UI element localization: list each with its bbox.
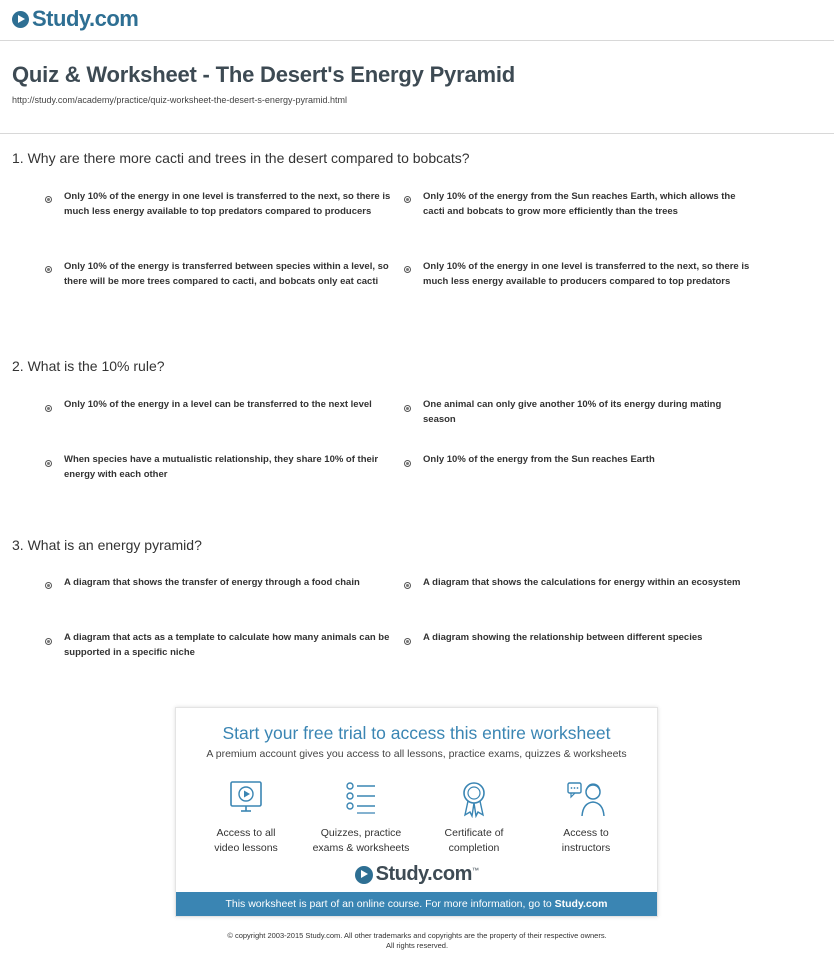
video-lesson-icon — [229, 780, 263, 818]
promo-subheadline: A premium account gives you access to all lessons, practice exams, quizzes & worksheets — [206, 748, 627, 760]
answer-q1-d: Only 10% of the energy in one level is transferred to the next, so there is much less energy available to producers compared to top predators — [423, 261, 750, 287]
answer-q3-b: A diagram that shows the calculations for energy within an ecosystem — [423, 577, 741, 588]
play-logo-icon — [355, 866, 373, 884]
copyright-line-1: © copyright 2003-2015 Study.com. All other trademarks and copyrights are the property of their respective owners. — [227, 931, 607, 940]
radio-q2-a[interactable] — [45, 405, 52, 412]
page-title: Quiz & Worksheet - The Desert's Energy Pyramid — [12, 62, 515, 87]
feature-instructors — [526, 780, 646, 856]
promo-headline[interactable]: Start your free trial to access this entire worksheet — [222, 723, 611, 743]
promo-logo-text — [376, 863, 479, 886]
answer-q2-b: One animal can only give another 10% of its energy during mating season — [423, 399, 722, 425]
radio-q3-c[interactable] — [45, 638, 52, 645]
feature-label-2: instructors — [561, 842, 611, 854]
feature-quizzes — [301, 780, 421, 856]
radio-q2-d[interactable] — [404, 460, 411, 467]
answer-q1-a: Only 10% of the energy in one level is transferred to the next, so there is much less energy available to top predators compared to producers — [64, 191, 391, 217]
feature-certificate — [414, 780, 534, 856]
radio-q3-a[interactable] — [45, 582, 52, 589]
free-trial-promo[interactable] — [175, 707, 658, 917]
title-divider — [0, 133, 834, 134]
answer-q2-c: When species have a mutualistic relationship, they share 10% of their energy with each other — [64, 454, 379, 480]
page-url: http://study.com/academy/practice/quiz-worksheet-the-desert-s-energy-pyramid.html — [12, 95, 347, 105]
promo-footer-text: This worksheet is part of an online course. For more information, go to — [225, 898, 555, 910]
play-logo-icon — [12, 11, 29, 28]
feature-label-2: exams & worksheets — [312, 842, 410, 854]
radio-q3-d[interactable] — [404, 638, 411, 645]
copyright — [0, 931, 834, 951]
answer-q3-c: A diagram that acts as a template to calculate how many animals can be supported in a specific niche — [64, 632, 390, 658]
promo-footer — [176, 892, 657, 916]
feature-label-2: completion — [448, 842, 500, 854]
certificate-icon — [457, 780, 491, 818]
header-divider — [0, 40, 834, 41]
answer-q3-d: A diagram showing the relationship between different species — [423, 632, 703, 643]
checklist-icon — [344, 780, 378, 818]
answer-q2-a: Only 10% of the energy in a level can be transferred to the next level — [64, 399, 372, 410]
copyright-line-2: All rights reserved. — [385, 941, 449, 950]
trademark-symbol: ™ — [471, 867, 479, 875]
radio-q1-b[interactable] — [404, 196, 411, 203]
answer-q2-d: Only 10% of the energy from the Sun reaches Earth — [423, 454, 655, 465]
question-3: 3. What is an energy pyramid? — [12, 537, 202, 553]
feature-video-lessons — [186, 780, 306, 856]
feature-label-2: video lessons — [214, 842, 278, 854]
radio-q1-c[interactable] — [45, 266, 52, 273]
feature-label-1: Quizzes, practice — [320, 827, 402, 839]
radio-q1-a[interactable] — [45, 196, 52, 203]
radio-q2-b[interactable] — [404, 405, 411, 412]
promo-logo — [176, 863, 657, 886]
study-com-link[interactable]: Study.com — [554, 898, 608, 910]
instructor-icon — [566, 780, 606, 818]
question-2: 2. What is the 10% rule? — [12, 358, 165, 374]
logo-text: Study.com — [32, 6, 139, 31]
answer-q1-c: Only 10% of the energy is transferred between species within a level, so there will be more trees compared to cacti, and bobcats only eat cacti — [64, 261, 389, 287]
feature-label-1: Access to — [563, 827, 609, 839]
answer-q3-a: A diagram that shows the transfer of energy through a food chain — [64, 577, 360, 588]
radio-q1-d[interactable] — [404, 266, 411, 273]
study-logo[interactable] — [12, 6, 138, 32]
feature-label-1: Certificate of — [444, 827, 504, 839]
question-1: 1. Why are there more cacti and trees in the desert compared to bobcats? — [12, 150, 470, 166]
radio-q3-b[interactable] — [404, 582, 411, 589]
feature-label-1: Access to all — [216, 827, 276, 839]
radio-q2-c[interactable] — [45, 460, 52, 467]
promo-logo-name: Study.com — [375, 863, 472, 885]
answer-q1-b: Only 10% of the energy from the Sun reaches Earth, which allows the cacti and bobcats to grow more efficiently than the trees — [423, 191, 736, 217]
